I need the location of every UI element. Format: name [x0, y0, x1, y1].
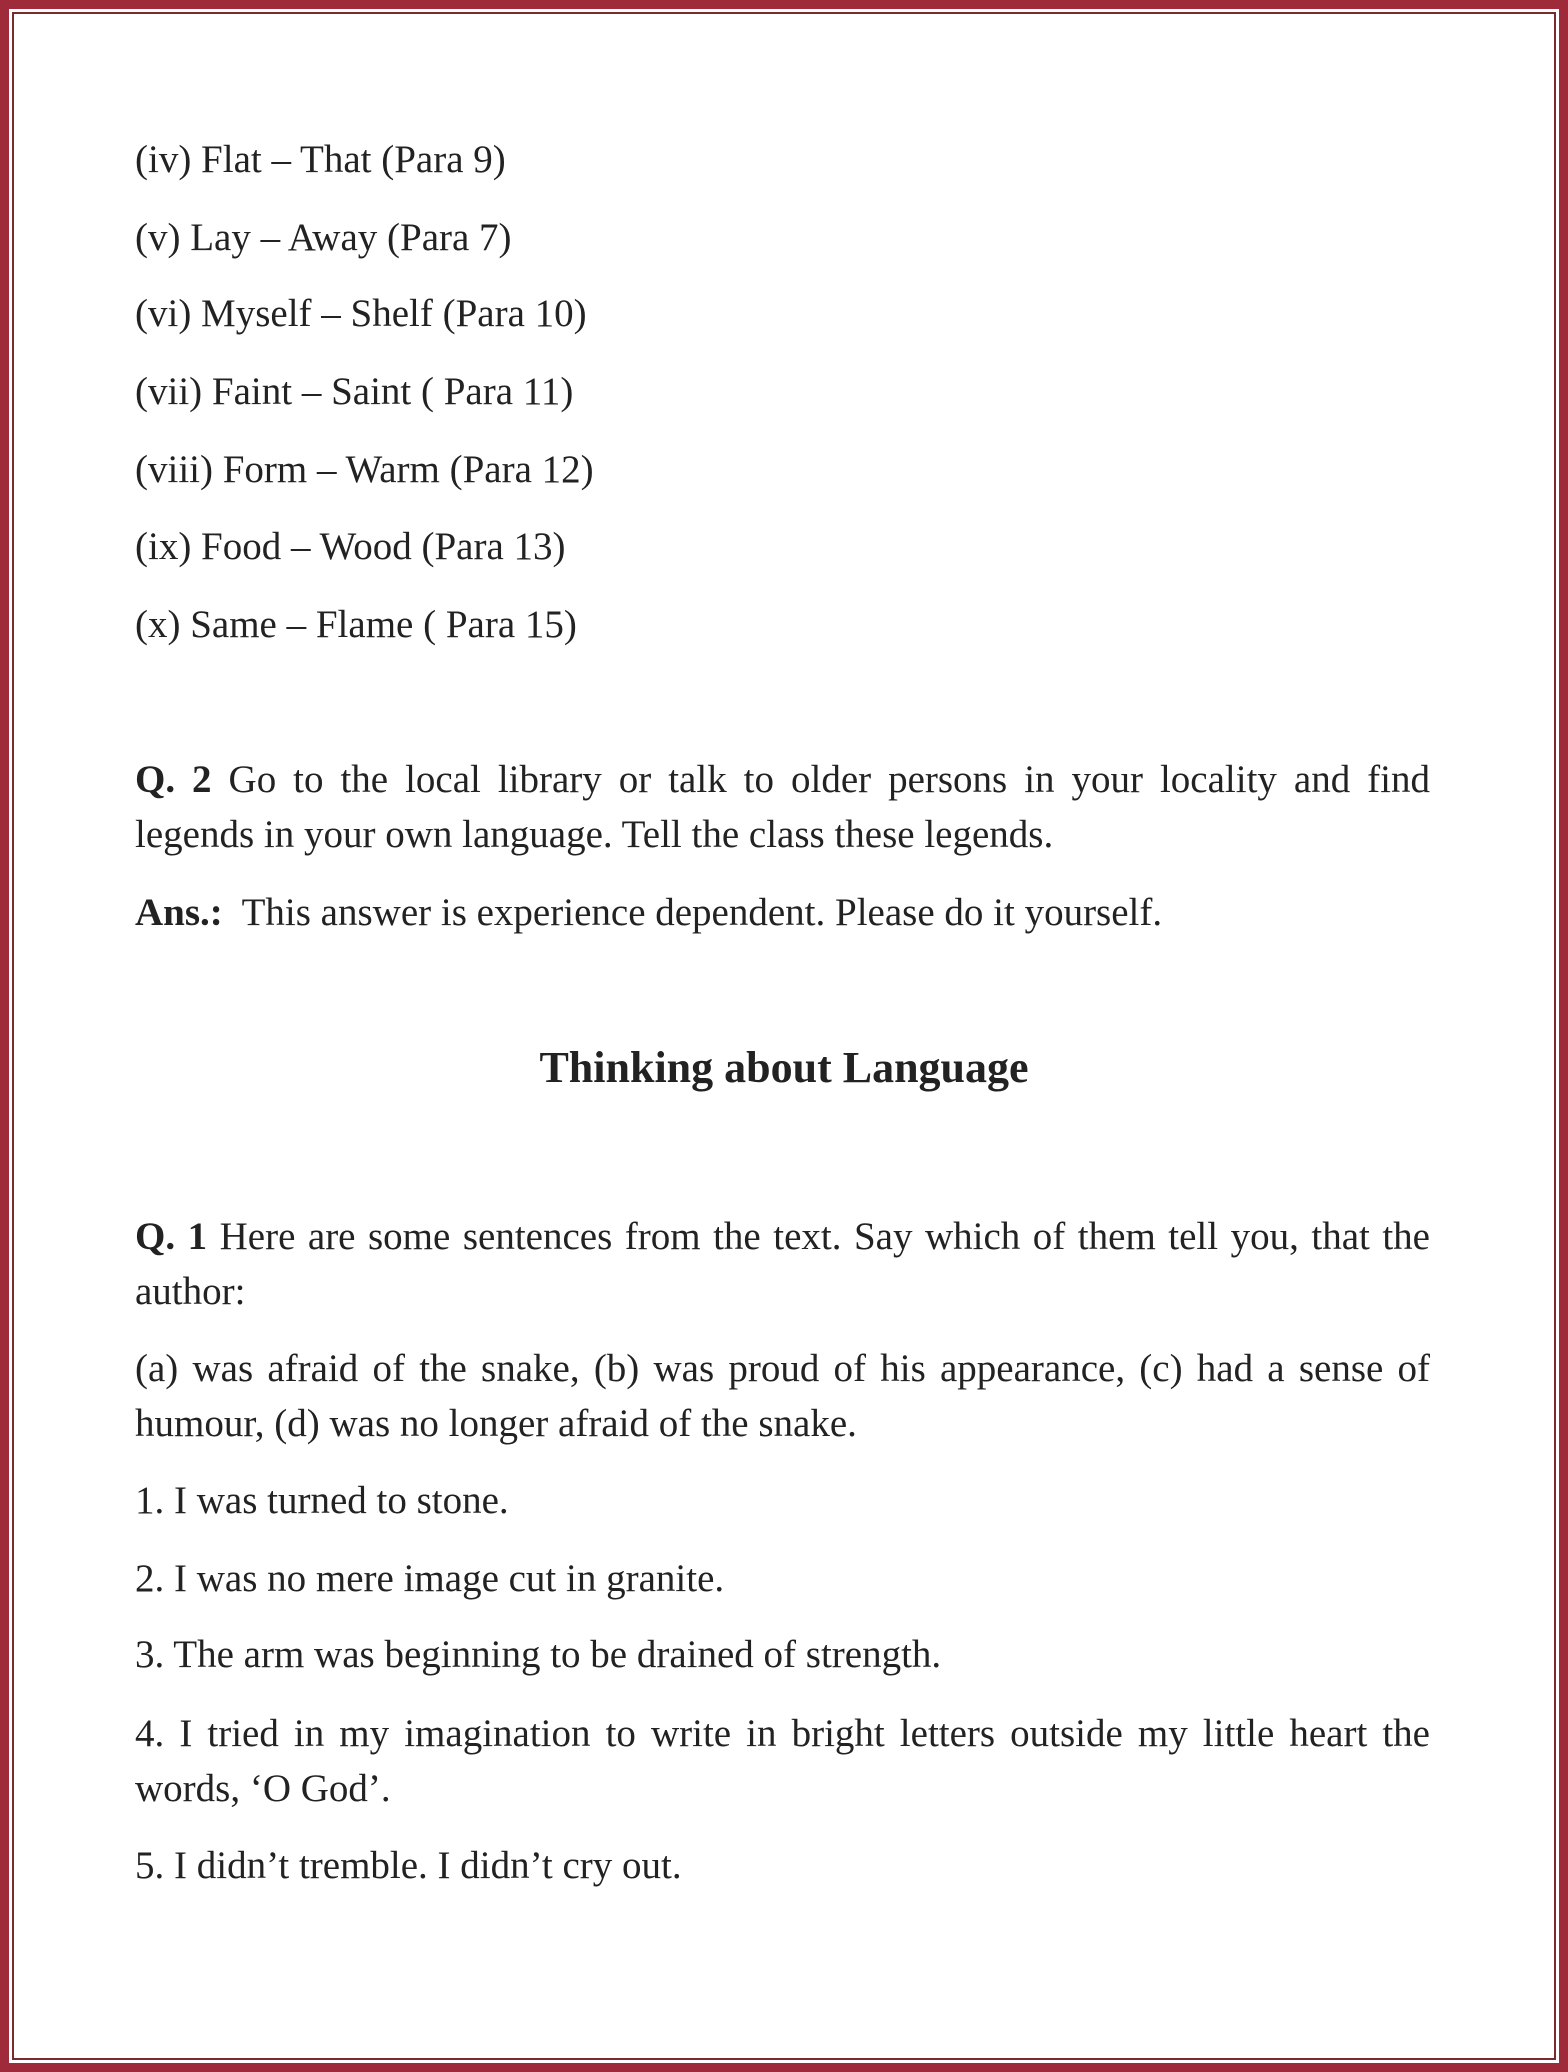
sentence-item: 2. I was no mere image cut in granite.	[135, 1557, 725, 1600]
question-2	[135, 752, 1430, 862]
rhyme-item: (viii) Form – Warm (Para 12)	[135, 448, 594, 491]
question-label: Q. 1	[135, 1215, 208, 1258]
question-text: Go to the local library or talk to older persons in your locality and find legends in your own language. Tell the class these legends.	[135, 758, 1430, 856]
sentence-item: 1. I was turned to stone.	[135, 1479, 509, 1522]
answer-2	[135, 885, 1430, 940]
sentence-item: 5. I didn’t tremble. I didn’t cry out.	[135, 1844, 682, 1887]
rhyme-item: (vi) Myself – Shelf (Para 10)	[135, 292, 587, 335]
sentence-item: 3. The arm was beginning to be drained of strength.	[135, 1633, 942, 1676]
rhyme-item: (iv) Flat – That (Para 9)	[135, 138, 506, 181]
rhyme-item: (vii) Faint – Saint ( Para 11)	[135, 370, 574, 413]
sentence-item: 4. I tried in my imagination to write in bright letters outside my little heart the words, ‘O God’.	[135, 1712, 1430, 1810]
question-label: Q. 2	[135, 758, 212, 801]
question-text: Here are some sentences from the text. Say which of them tell you, that the author:	[135, 1215, 1430, 1313]
answer-text: This answer is experience dependent. Please do it yourself.	[241, 891, 1163, 934]
question-options: (a) was afraid of the snake, (b) was proud of his appearance, (c) had a sense of humour, (d) was no longer afraid of the snake.	[135, 1347, 1430, 1445]
answer-label: Ans.:	[135, 891, 223, 934]
rhyme-item: (ix) Food – Wood (Para 13)	[135, 525, 566, 568]
section-heading: Thinking about Language	[539, 1043, 1029, 1092]
rhyme-item: (v) Lay – Away (Para 7)	[135, 216, 512, 259]
rhyme-item: (x) Same – Flame ( Para 15)	[135, 603, 577, 646]
question-1	[135, 1209, 1430, 1319]
